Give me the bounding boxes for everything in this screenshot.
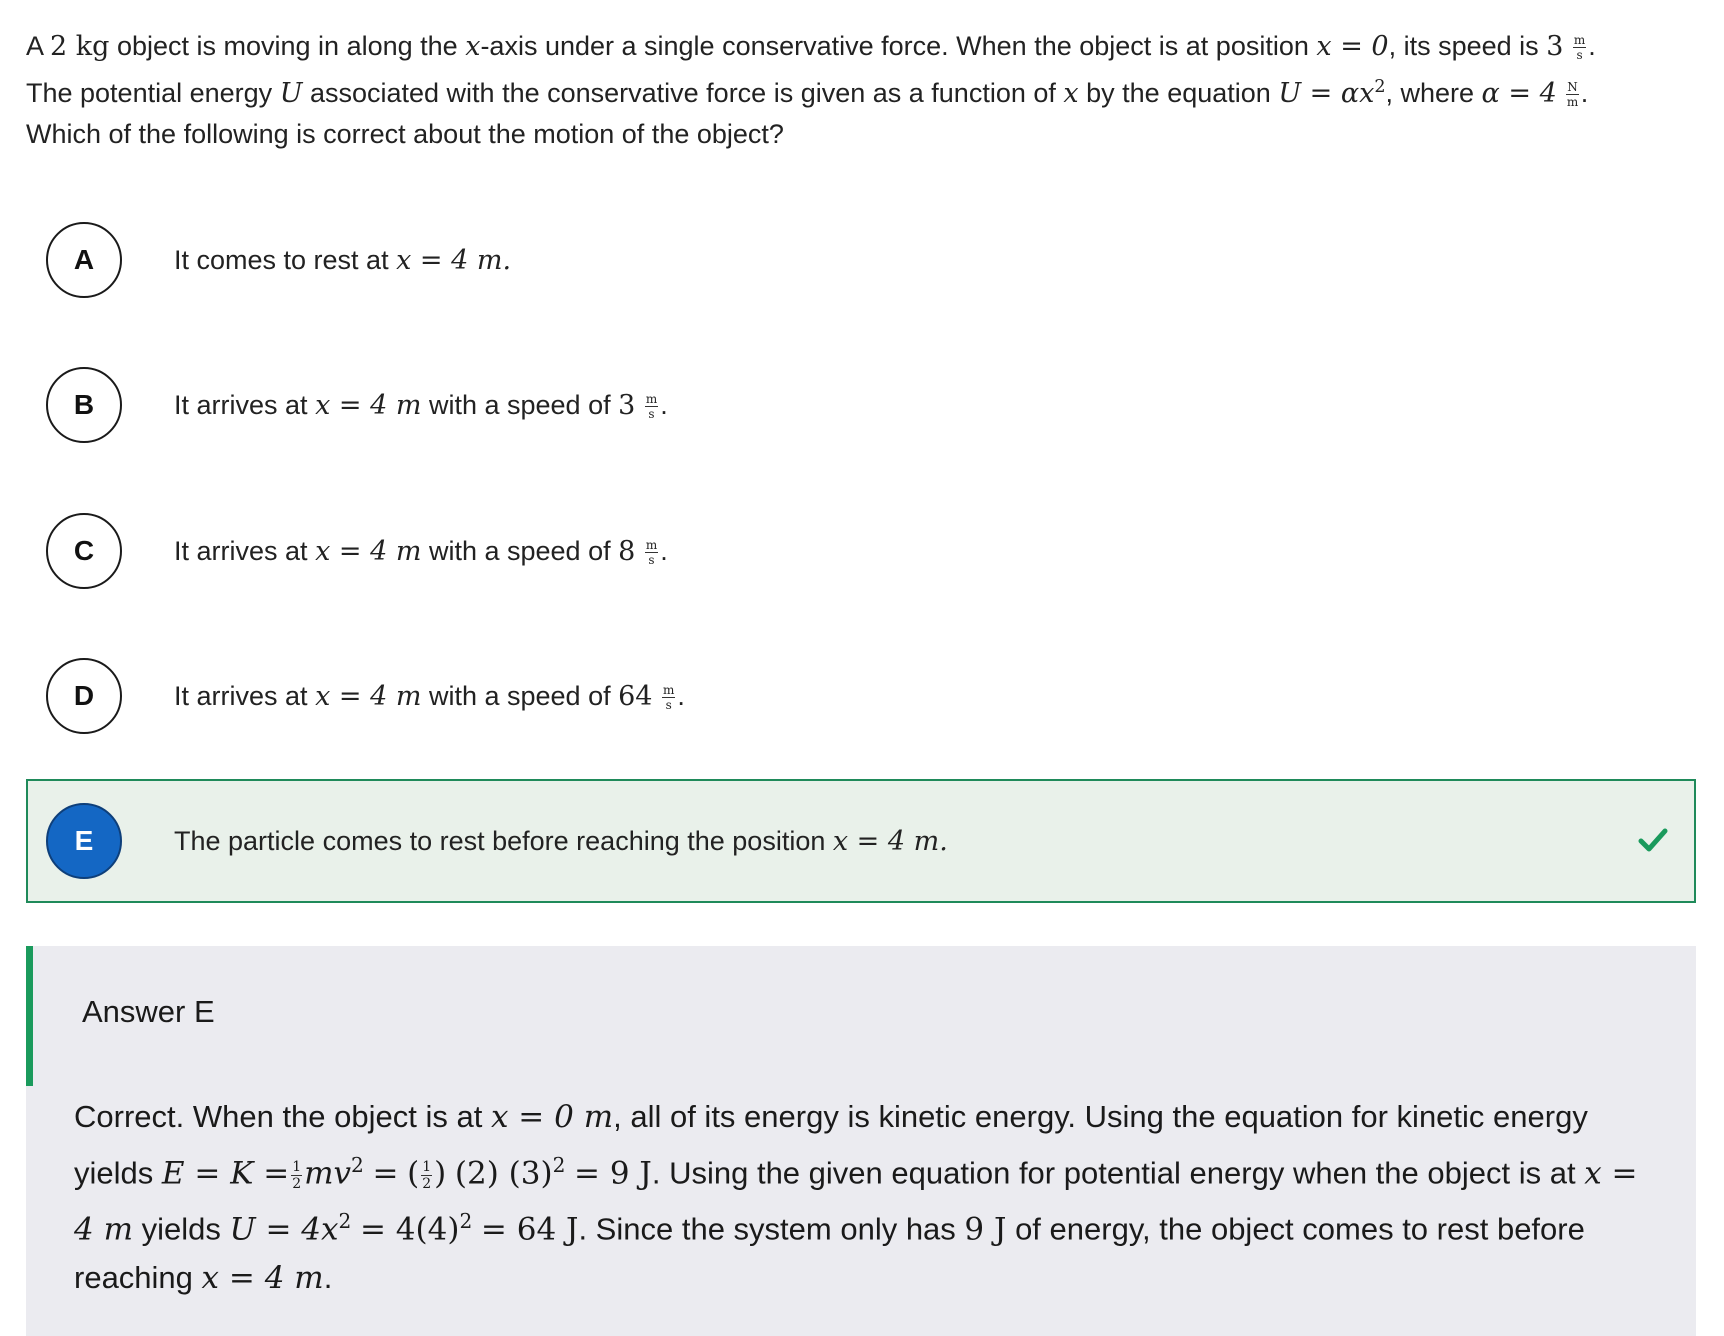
option-text: It arrives at x = 4 m with a speed of 3 $\frac{m}{s}$ . (174, 389, 668, 421)
option-letter: A (46, 222, 122, 298)
option-letter: E (46, 803, 122, 879)
question-text: A 2 kg object is moving in along the x-axis under a single conservative force. When the object is at position x = 0, its speed is 3 $\frac{m}{s}$ . The potential energy U associated with the conservative force is given as a function of x by the equation $U = \alpha x^2$, where α = 4 $\frac{N}{m}$ . Which of the following is correct about the motion of the object? (26, 31, 1596, 149)
option-e[interactable] (26, 779, 1696, 903)
explanation-text: Correct. When the object is at x = 0 m, all of its energy is kinetic energy. Using the equation for kinetic energy yields E = K = $\frac{1}{2}$ $mv^2$ = ( $\frac{1}{2}$ ) (2) $(3)^2 = 9$ J. Using the given equation for potential energy when the object is at x = 4 m yields $U = 4x^2 = 4(4)^2 = 64$ J. Since the system only has 9 J of energy, the object comes to rest before reaching x = 4 m. (74, 1099, 1638, 1296)
explanation-title: Answer E (82, 994, 215, 1029)
option-text: The particle comes to rest before reaching the position x = 4 m. (174, 825, 948, 857)
check-icon (1638, 827, 1668, 853)
explanation-accent-bar (26, 946, 33, 1086)
option-d[interactable] (26, 634, 1696, 758)
option-text: It comes to rest at x = 4 m. (174, 244, 512, 276)
option-letter: C (46, 513, 122, 589)
option-text: It arrives at x = 4 m with a speed of 8 $\frac{m}{s}$ . (174, 535, 668, 567)
option-letter: D (46, 658, 122, 734)
option-letter: B (46, 367, 122, 443)
option-b[interactable] (26, 343, 1696, 467)
explanation-panel (26, 946, 1696, 1336)
option-text: It arrives at x = 4 m with a speed of 64 $\frac{m}{s}$ . (174, 680, 685, 712)
option-c[interactable] (26, 489, 1696, 613)
option-a[interactable] (26, 198, 1696, 322)
